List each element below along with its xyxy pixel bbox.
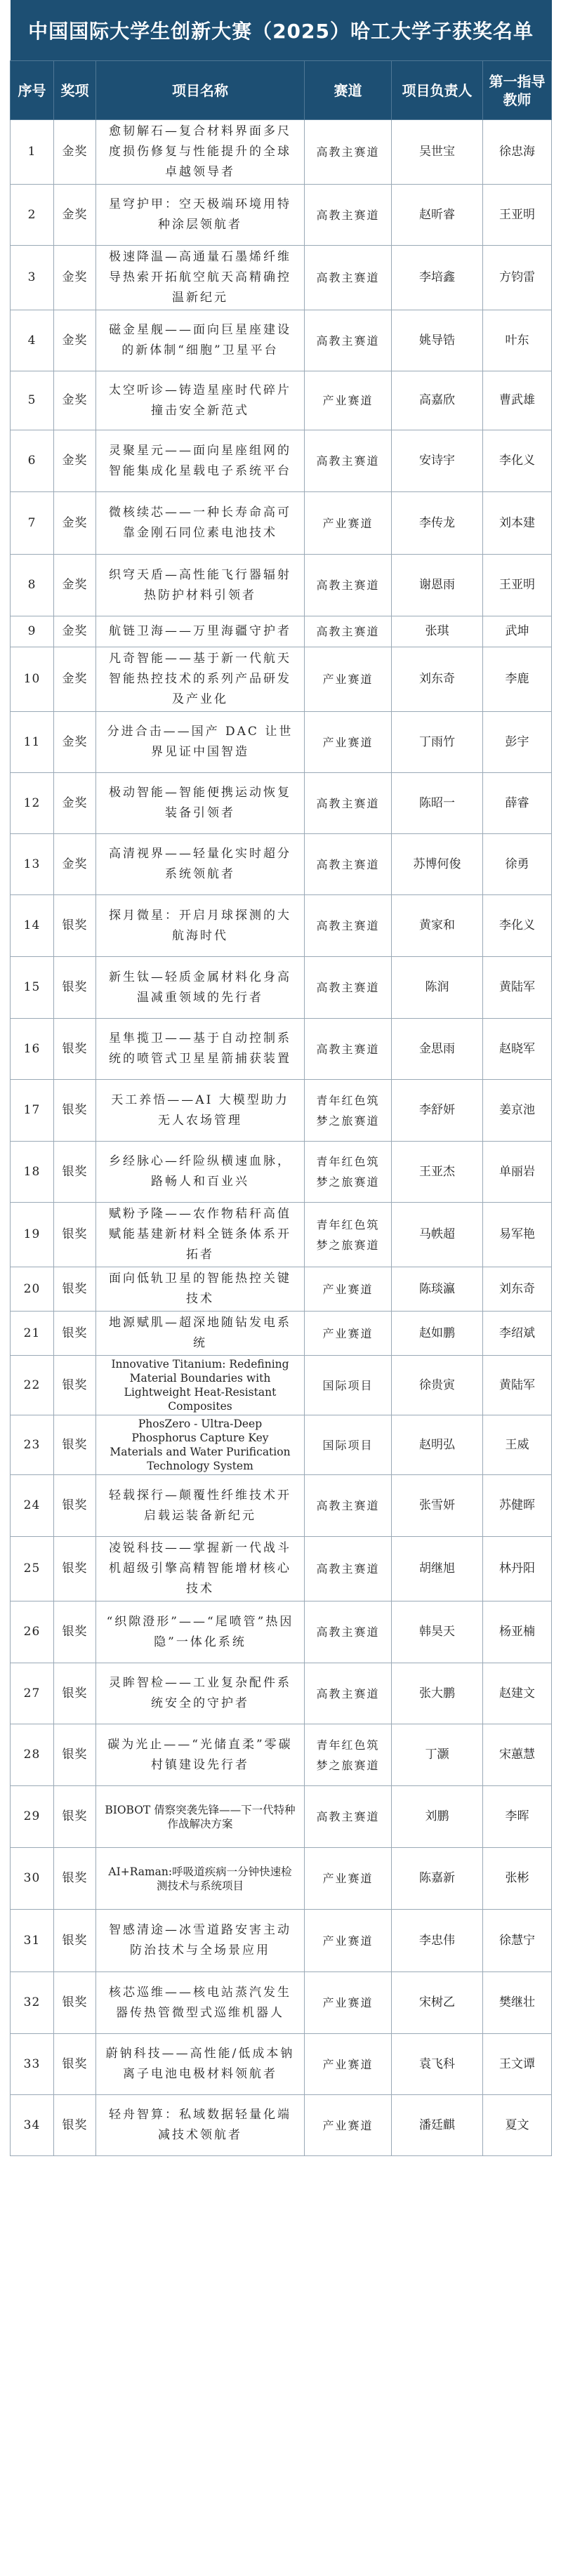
table-row bbox=[11, 1312, 552, 1356]
row-project-name: “织隙澄形”——“尾喷管”热因隐”一体化系统 bbox=[96, 1601, 305, 1663]
row-advisor: 李鹿 bbox=[483, 647, 552, 712]
row-leader: 徐贵寅 bbox=[392, 1356, 483, 1415]
row-track: 高教主赛道 bbox=[305, 616, 392, 647]
table-row bbox=[11, 1724, 552, 1786]
row-advisor: 方钧雷 bbox=[483, 246, 552, 310]
row-project-name: 织穹天盾—高性能飞行器辐射热防护材料引领者 bbox=[96, 555, 305, 616]
row-project-name: 探月微星：开启月球探测的大航海时代 bbox=[96, 895, 305, 957]
table-row bbox=[11, 1663, 552, 1724]
row-project-name: 灵眸智检——工业复杂配件系统安全的守护者 bbox=[96, 1663, 305, 1724]
row-leader: 王亚杰 bbox=[392, 1142, 483, 1203]
row-index: 13 bbox=[11, 834, 54, 895]
row-advisor: 李绍斌 bbox=[483, 1312, 552, 1356]
row-award: 银奖 bbox=[54, 957, 96, 1019]
row-award: 银奖 bbox=[54, 1848, 96, 1910]
row-advisor: 夏文 bbox=[483, 2095, 552, 2156]
header-leader: 项目负责人 bbox=[392, 61, 483, 120]
row-project-name: 太空听诊—铸造星座时代碎片撞击安全新范式 bbox=[96, 371, 305, 430]
row-index: 26 bbox=[11, 1601, 54, 1663]
row-award: 银奖 bbox=[54, 1910, 96, 1972]
row-index: 17 bbox=[11, 1080, 54, 1142]
row-track: 高教主赛道 bbox=[305, 895, 392, 957]
row-index: 29 bbox=[11, 1786, 54, 1848]
row-award: 银奖 bbox=[54, 1415, 96, 1475]
row-project-name: BIOBOT 倩察突袭先锋——下一代特种作战解决方案 bbox=[96, 1786, 305, 1848]
row-award: 金奖 bbox=[54, 246, 96, 310]
row-index: 14 bbox=[11, 895, 54, 957]
row-index: 7 bbox=[11, 492, 54, 555]
row-award: 银奖 bbox=[54, 2034, 96, 2095]
row-track: 产业赛道 bbox=[305, 647, 392, 712]
row-index: 11 bbox=[11, 712, 54, 773]
row-project-name: 高清视界——轻量化实时超分系统领航者 bbox=[96, 834, 305, 895]
row-leader: 马帙超 bbox=[392, 1203, 483, 1267]
row-track: 高教主赛道 bbox=[305, 1019, 392, 1080]
row-advisor: 王威 bbox=[483, 1415, 552, 1475]
row-award: 金奖 bbox=[54, 773, 96, 834]
row-advisor: 杨亚楠 bbox=[483, 1601, 552, 1663]
row-award: 银奖 bbox=[54, 1312, 96, 1356]
row-advisor: 曹武雄 bbox=[483, 371, 552, 430]
row-award: 金奖 bbox=[54, 712, 96, 773]
row-award: 金奖 bbox=[54, 647, 96, 712]
row-leader: 赵如鹏 bbox=[392, 1312, 483, 1356]
row-leader: 安诗宇 bbox=[392, 430, 483, 492]
row-index: 25 bbox=[11, 1537, 54, 1601]
row-project-name: 凌锐科技——掌握新一代战斗机超级引擎高精智能增材核心技术 bbox=[96, 1537, 305, 1601]
table-row bbox=[11, 310, 552, 371]
row-award: 银奖 bbox=[54, 1537, 96, 1601]
row-project-name: 碳为光止——“光储直柔”零碳村镇建设先行者 bbox=[96, 1724, 305, 1786]
row-track: 产业赛道 bbox=[305, 712, 392, 773]
row-project-name: 地源赋肌—超深地随钻发电系统 bbox=[96, 1312, 305, 1356]
row-project-name: 微核续芯——一种长寿命高可靠金刚石同位素电池技术 bbox=[96, 492, 305, 555]
row-advisor: 王文谭 bbox=[483, 2034, 552, 2095]
row-project-name: 轻载探行—颠覆性纤维技术开启载运装备新纪元 bbox=[96, 1475, 305, 1537]
row-advisor: 张彬 bbox=[483, 1848, 552, 1910]
row-leader: 黄家和 bbox=[392, 895, 483, 957]
row-advisor: 林丹阳 bbox=[483, 1537, 552, 1601]
row-track: 产业赛道 bbox=[305, 492, 392, 555]
row-index: 33 bbox=[11, 2034, 54, 2095]
row-advisor: 黄陆军 bbox=[483, 957, 552, 1019]
row-advisor: 徐勇 bbox=[483, 834, 552, 895]
row-track: 产业赛道 bbox=[305, 371, 392, 430]
row-index: 19 bbox=[11, 1203, 54, 1267]
row-project-name: 灵聚星元——面向星座组网的智能集成化星载电子系统平台 bbox=[96, 430, 305, 492]
table-row bbox=[11, 430, 552, 492]
row-track: 高教主赛道 bbox=[305, 1786, 392, 1848]
row-leader: 赵昕睿 bbox=[392, 185, 483, 246]
header-project: 项目名称 bbox=[96, 61, 305, 120]
row-track: 国际项目 bbox=[305, 1415, 392, 1475]
row-leader: 张雪妍 bbox=[392, 1475, 483, 1537]
row-advisor: 李晖 bbox=[483, 1786, 552, 1848]
row-project-name: 星穹护甲：空天极端环境用特种涂层领航者 bbox=[96, 185, 305, 246]
row-advisor: 武坤 bbox=[483, 616, 552, 647]
table-row bbox=[11, 1910, 552, 1972]
row-leader: 陈琰瀛 bbox=[392, 1267, 483, 1312]
row-index: 1 bbox=[11, 120, 54, 185]
row-leader: 韩昊天 bbox=[392, 1601, 483, 1663]
row-project-name: Innovative Titanium: Redefining Material Boundaries with Lightweight Heat-Resistant Composites bbox=[96, 1356, 305, 1415]
table-row bbox=[11, 1019, 552, 1080]
row-award: 银奖 bbox=[54, 1019, 96, 1080]
row-award: 银奖 bbox=[54, 1663, 96, 1724]
row-advisor: 刘东奇 bbox=[483, 1267, 552, 1312]
row-index: 5 bbox=[11, 371, 54, 430]
row-project-name: AI+Raman:呼吸道疾病一分钟快速检测技术与系统项目 bbox=[96, 1848, 305, 1910]
row-leader: 陈昭一 bbox=[392, 773, 483, 834]
row-advisor: 刘本建 bbox=[483, 492, 552, 555]
award-table bbox=[10, 0, 552, 2156]
row-track: 青年红色筑梦之旅赛道 bbox=[305, 1203, 392, 1267]
row-project-name: 新生钛—轻质金属材料化身高温减重领域的先行者 bbox=[96, 957, 305, 1019]
row-leader: 袁飞科 bbox=[392, 2034, 483, 2095]
row-award: 金奖 bbox=[54, 120, 96, 185]
row-advisor: 宋蕙慧 bbox=[483, 1724, 552, 1786]
row-award: 金奖 bbox=[54, 371, 96, 430]
row-award: 银奖 bbox=[54, 1786, 96, 1848]
row-award: 金奖 bbox=[54, 185, 96, 246]
row-advisor: 单丽岩 bbox=[483, 1142, 552, 1203]
row-index: 22 bbox=[11, 1356, 54, 1415]
header-idx: 序号 bbox=[11, 61, 54, 120]
table-row bbox=[11, 834, 552, 895]
row-track: 产业赛道 bbox=[305, 1312, 392, 1356]
row-project-name: PhosZero - Ultra-Deep Phosphorus Capture Key Materials and Water Purification Technology System bbox=[96, 1415, 305, 1475]
table-row bbox=[11, 2034, 552, 2095]
row-leader: 李培鑫 bbox=[392, 246, 483, 310]
row-leader: 李忠伟 bbox=[392, 1910, 483, 1972]
row-project-name: 星隼揽卫——基于自动控制系统的喷管式卫星星箭捕获装置 bbox=[96, 1019, 305, 1080]
row-award: 金奖 bbox=[54, 492, 96, 555]
row-leader: 胡继旭 bbox=[392, 1537, 483, 1601]
row-index: 34 bbox=[11, 2095, 54, 2156]
row-index: 24 bbox=[11, 1475, 54, 1537]
row-index: 9 bbox=[11, 616, 54, 647]
row-leader: 刘东奇 bbox=[392, 647, 483, 712]
row-project-name: 航链卫海——万里海疆守护者 bbox=[96, 616, 305, 647]
table-row bbox=[11, 1475, 552, 1537]
row-advisor: 姜京池 bbox=[483, 1080, 552, 1142]
row-index: 27 bbox=[11, 1663, 54, 1724]
row-advisor: 徐慧宁 bbox=[483, 1910, 552, 1972]
table-row bbox=[11, 1537, 552, 1601]
row-advisor: 易军艳 bbox=[483, 1203, 552, 1267]
row-leader: 丁灏 bbox=[392, 1724, 483, 1786]
row-index: 6 bbox=[11, 430, 54, 492]
row-project-name: 乡经脉心—纤险纵横速血脉，路畅人和百业兴 bbox=[96, 1142, 305, 1203]
row-leader: 张大鹏 bbox=[392, 1663, 483, 1724]
row-leader: 丁雨竹 bbox=[392, 712, 483, 773]
row-project-name: 智感清途—冰雪道路安害主动防治技术与全场景应用 bbox=[96, 1910, 305, 1972]
row-award: 银奖 bbox=[54, 1203, 96, 1267]
row-track: 高教主赛道 bbox=[305, 246, 392, 310]
row-index: 20 bbox=[11, 1267, 54, 1312]
row-index: 16 bbox=[11, 1019, 54, 1080]
table-body bbox=[11, 120, 552, 2156]
row-award: 银奖 bbox=[54, 1972, 96, 2034]
row-track: 高教主赛道 bbox=[305, 1537, 392, 1601]
row-leader: 苏博何俊 bbox=[392, 834, 483, 895]
row-track: 高教主赛道 bbox=[305, 834, 392, 895]
row-project-name: 天工养悟——AI 大模型助力无人农场管理 bbox=[96, 1080, 305, 1142]
row-advisor: 王亚明 bbox=[483, 185, 552, 246]
table-row bbox=[11, 492, 552, 555]
row-leader: 陈嘉新 bbox=[392, 1848, 483, 1910]
row-advisor: 薛睿 bbox=[483, 773, 552, 834]
row-track: 高教主赛道 bbox=[305, 1475, 392, 1537]
row-award: 银奖 bbox=[54, 1356, 96, 1415]
row-award: 金奖 bbox=[54, 310, 96, 371]
row-index: 30 bbox=[11, 1848, 54, 1910]
row-index: 4 bbox=[11, 310, 54, 371]
row-leader: 李传龙 bbox=[392, 492, 483, 555]
row-index: 12 bbox=[11, 773, 54, 834]
row-award: 银奖 bbox=[54, 1601, 96, 1663]
row-advisor: 李化义 bbox=[483, 895, 552, 957]
row-track: 高教主赛道 bbox=[305, 555, 392, 616]
table-row bbox=[11, 555, 552, 616]
row-project-name: 凡奇智能——基于新一代航天智能热控技术的系列产品研发及产业化 bbox=[96, 647, 305, 712]
row-track: 产业赛道 bbox=[305, 1910, 392, 1972]
row-advisor: 叶东 bbox=[483, 310, 552, 371]
table-row bbox=[11, 120, 552, 185]
row-advisor: 赵建文 bbox=[483, 1663, 552, 1724]
row-track: 高教主赛道 bbox=[305, 957, 392, 1019]
row-advisor: 樊继壮 bbox=[483, 1972, 552, 2034]
table-row bbox=[11, 246, 552, 310]
row-leader: 吴世宝 bbox=[392, 120, 483, 185]
table-row bbox=[11, 647, 552, 712]
row-track: 高教主赛道 bbox=[305, 1663, 392, 1724]
row-award: 金奖 bbox=[54, 616, 96, 647]
row-track: 高教主赛道 bbox=[305, 310, 392, 371]
row-index: 10 bbox=[11, 647, 54, 712]
table-row bbox=[11, 1786, 552, 1848]
row-leader: 赵明弘 bbox=[392, 1415, 483, 1475]
table-row bbox=[11, 185, 552, 246]
row-advisor: 李化义 bbox=[483, 430, 552, 492]
table-row bbox=[11, 1267, 552, 1312]
row-project-name: 面向低轨卫星的智能热控关键技术 bbox=[96, 1267, 305, 1312]
row-advisor: 彭宇 bbox=[483, 712, 552, 773]
row-advisor: 徐忠海 bbox=[483, 120, 552, 185]
header-track: 赛道 bbox=[305, 61, 392, 120]
row-index: 32 bbox=[11, 1972, 54, 2034]
row-leader: 高嘉欣 bbox=[392, 371, 483, 430]
table-row bbox=[11, 957, 552, 1019]
row-award: 金奖 bbox=[54, 430, 96, 492]
row-track: 高教主赛道 bbox=[305, 1601, 392, 1663]
row-track: 产业赛道 bbox=[305, 1267, 392, 1312]
row-project-name: 核芯巡维——核电站蒸汽发生器传热管微型式巡维机器人 bbox=[96, 1972, 305, 2034]
row-index: 8 bbox=[11, 555, 54, 616]
row-index: 2 bbox=[11, 185, 54, 246]
row-award: 银奖 bbox=[54, 2095, 96, 2156]
table-row bbox=[11, 773, 552, 834]
row-index: 18 bbox=[11, 1142, 54, 1203]
row-award: 银奖 bbox=[54, 1724, 96, 1786]
row-project-name: 分进合击——国产 DAC 让世界见证中国智造 bbox=[96, 712, 305, 773]
row-award: 金奖 bbox=[54, 834, 96, 895]
table-row bbox=[11, 1415, 552, 1475]
row-project-name: 磁金星舰——面向巨星座建设的新体制“细胞”卫星平台 bbox=[96, 310, 305, 371]
row-leader: 潘廷麒 bbox=[392, 2095, 483, 2156]
row-award: 银奖 bbox=[54, 895, 96, 957]
row-leader: 谢恩雨 bbox=[392, 555, 483, 616]
row-track: 青年红色筑梦之旅赛道 bbox=[305, 1080, 392, 1142]
row-track: 高教主赛道 bbox=[305, 430, 392, 492]
table-row bbox=[11, 2095, 552, 2156]
row-track: 高教主赛道 bbox=[305, 773, 392, 834]
row-leader: 张琪 bbox=[392, 616, 483, 647]
row-award: 银奖 bbox=[54, 1142, 96, 1203]
table-row bbox=[11, 371, 552, 430]
table-row bbox=[11, 895, 552, 957]
row-project-name: 轻舟智算：私域数据轻量化端减技术领航者 bbox=[96, 2095, 305, 2156]
row-track: 青年红色筑梦之旅赛道 bbox=[305, 1724, 392, 1786]
row-leader: 金思雨 bbox=[392, 1019, 483, 1080]
page-title: 中国国际大学生创新大赛（2025）哈工大学子获奖名单 bbox=[11, 0, 552, 61]
table-header-row bbox=[11, 61, 552, 120]
row-index: 28 bbox=[11, 1724, 54, 1786]
row-leader: 李舒妍 bbox=[392, 1080, 483, 1142]
row-advisor: 苏健晖 bbox=[483, 1475, 552, 1537]
table-row bbox=[11, 1972, 552, 2034]
row-advisor: 赵晓军 bbox=[483, 1019, 552, 1080]
row-award: 银奖 bbox=[54, 1267, 96, 1312]
row-track: 产业赛道 bbox=[305, 2095, 392, 2156]
row-track: 产业赛道 bbox=[305, 1972, 392, 2034]
row-project-name: 极速降温—高通量石墨烯纤维导热索开拓航空航天高精确控温新纪元 bbox=[96, 246, 305, 310]
row-leader: 姚导锆 bbox=[392, 310, 483, 371]
row-index: 23 bbox=[11, 1415, 54, 1475]
row-index: 3 bbox=[11, 246, 54, 310]
row-project-name: 极动智能—智能便携运动恢复装备引领者 bbox=[96, 773, 305, 834]
row-track: 国际项目 bbox=[305, 1356, 392, 1415]
row-award: 金奖 bbox=[54, 555, 96, 616]
row-project-name: 愈韧解石—复合材料界面多尺度损伤修复与性能提升的全球卓越领导者 bbox=[96, 120, 305, 185]
row-track: 高教主赛道 bbox=[305, 120, 392, 185]
row-leader: 刘鹏 bbox=[392, 1786, 483, 1848]
row-track: 高教主赛道 bbox=[305, 185, 392, 246]
row-project-name: 赋粉予隆——农作物秸秆高值赋能基建新材料全链条体系开拓者 bbox=[96, 1203, 305, 1267]
table-row bbox=[11, 1848, 552, 1910]
row-award: 银奖 bbox=[54, 1080, 96, 1142]
row-project-name: 蔚钠科技——高性能/低成本钠离子电池电极材料领航者 bbox=[96, 2034, 305, 2095]
header-advisor: 第一指导教师 bbox=[483, 61, 552, 120]
table-row bbox=[11, 1142, 552, 1203]
table-row bbox=[11, 616, 552, 647]
table-row bbox=[11, 1356, 552, 1415]
table-row bbox=[11, 1203, 552, 1267]
row-index: 15 bbox=[11, 957, 54, 1019]
table-row bbox=[11, 1080, 552, 1142]
row-advisor: 黄陆军 bbox=[483, 1356, 552, 1415]
row-index: 31 bbox=[11, 1910, 54, 1972]
table-row bbox=[11, 1601, 552, 1663]
row-advisor: 王亚明 bbox=[483, 555, 552, 616]
row-award: 银奖 bbox=[54, 1475, 96, 1537]
row-track: 青年红色筑梦之旅赛道 bbox=[305, 1142, 392, 1203]
row-leader: 陈润 bbox=[392, 957, 483, 1019]
header-award: 奖项 bbox=[54, 61, 96, 120]
table-row bbox=[11, 712, 552, 773]
row-track: 产业赛道 bbox=[305, 2034, 392, 2095]
row-index: 21 bbox=[11, 1312, 54, 1356]
row-track: 产业赛道 bbox=[305, 1848, 392, 1910]
row-leader: 宋树乙 bbox=[392, 1972, 483, 2034]
